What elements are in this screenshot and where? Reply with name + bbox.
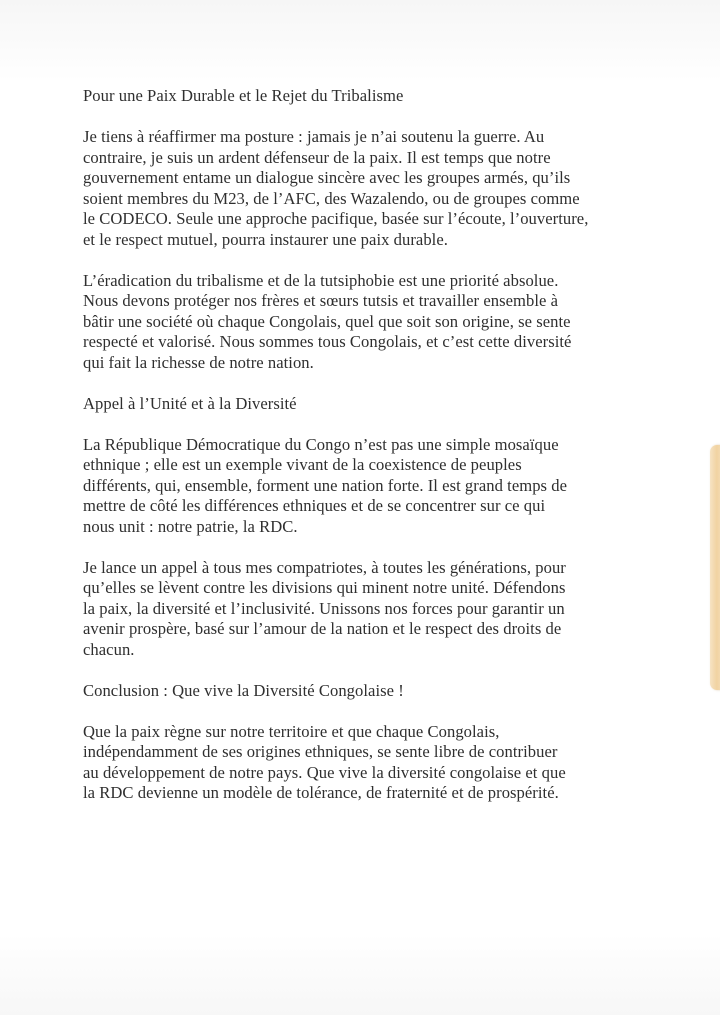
section-heading-peace: Pour une Paix Durable et le Rejet du Tribalisme xyxy=(83,86,404,105)
text-line: qu’elles se lèvent contre les divisions qui minent notre unité. Défendons xyxy=(83,578,566,597)
text-line: différents, qui, ensemble, forment une nation forte. Il est grand temps de xyxy=(83,475,568,495)
text-line: la RDC devienne un modèle de tolérance, de fraternité et de prospérité. xyxy=(83,783,559,802)
text-line: bâtir une société où chaque Congolais, quel que soit son origine, se sente xyxy=(83,311,571,331)
scroll-handle[interactable] xyxy=(710,445,720,690)
text-line: Que la paix règne sur notre territoire et que chaque Congolais, xyxy=(83,721,500,741)
text-line: Nous devons protéger nos frères et sœurs tutsis et travailler ensemble à xyxy=(83,291,559,310)
text-line: qui fait la richesse de notre nation. xyxy=(83,352,314,372)
text-line: indépendamment de ses origines ethniques, se sente libre de contribuer xyxy=(83,742,558,761)
text-line: chacun. xyxy=(83,639,135,659)
text-line: Je lance un appel à tous mes compatriotes, à toutes les générations, pour xyxy=(83,557,566,577)
text-line: le CODECO. Seule une approche pacifique, basée sur l’écoute, l’ouverture, xyxy=(83,209,589,228)
text-line: Je tiens à réaffirmer ma posture : jamais je n’ai soutenu la guerre. Au xyxy=(83,127,545,146)
text-line: et le respect mutuel, pourra instaurer une paix durable. xyxy=(83,229,448,249)
text-line: gouvernement entame un dialogue sincère avec les groupes armés, qu’ils xyxy=(83,168,571,187)
paragraph-tribalism xyxy=(83,271,643,374)
section-heading-unity: Appel à l’Unité et à la Diversité xyxy=(83,393,297,413)
document-content xyxy=(83,86,643,824)
text-line: L’éradication du tribalisme et de la tutsiphobie est une priorité absolue. xyxy=(83,270,559,290)
paragraph-mosaic xyxy=(83,435,643,538)
text-line: contraire, je suis un ardent défenseur de la paix. Il est temps que notre xyxy=(83,147,551,167)
text-line: la paix, la diversité et l’inclusivité. Unissons nos forces pour garantir un xyxy=(83,598,565,618)
text-line: mettre de côté les différences ethniques et de se concentrer sur ce qui xyxy=(83,496,546,515)
text-line: avenir prospère, basé sur l’amour de la nation et le respect des droits de xyxy=(83,619,562,638)
text-line: ethnique ; elle est un exemple vivant de la coexistence de peuples xyxy=(83,455,522,474)
text-line: La République Démocratique du Congo n’est pas une simple mosaïque xyxy=(83,434,559,454)
text-line: nous unit : notre patrie, la RDC. xyxy=(83,516,298,536)
text-line: soient membres du M23, de l’AFC, des Wazalendo, ou de groupes comme xyxy=(83,188,580,208)
paragraph-appeal xyxy=(83,558,643,661)
text-line: respecté et valorisé. Nous sommes tous Congolais, et c’est cette diversité xyxy=(83,332,572,351)
paragraph-posture xyxy=(83,127,643,250)
text-line: au développement de notre pays. Que vive la diversité congolaise et que xyxy=(83,762,566,782)
section-heading-conclusion: Conclusion : Que vive la Diversité Congolaise ! xyxy=(83,680,404,700)
paragraph-conclusion xyxy=(83,722,643,804)
